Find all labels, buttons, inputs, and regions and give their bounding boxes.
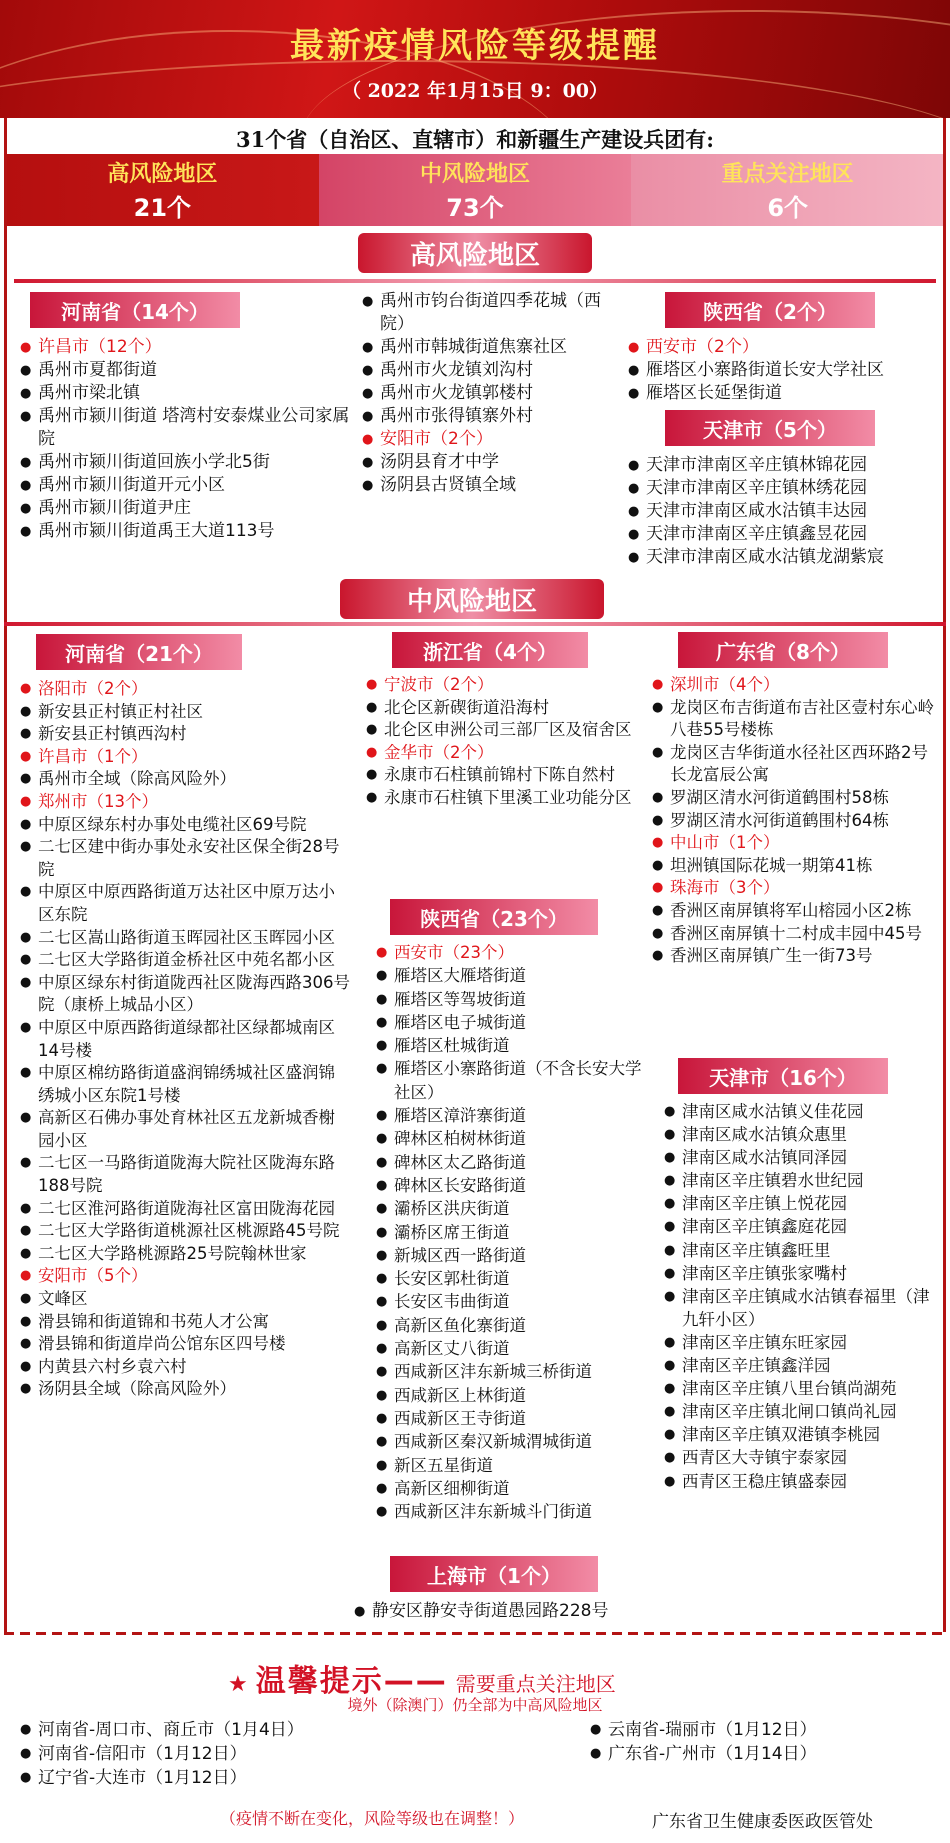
list-item: ● 中原区中原西路街道绿都社区绿都城南区14号楼: [20, 1017, 350, 1062]
list-item: ● 禹州市火龙镇郭楼村: [362, 382, 612, 405]
list-item: ● 碑林区太乙路街道: [376, 1151, 644, 1174]
list-item: ● 二七区建中街办事处永安社区保全街28号院: [20, 836, 350, 881]
high-tianjin-header: 天津市（5个）: [665, 410, 875, 446]
mid-risk-banner: 中风险地区: [340, 579, 604, 619]
list-item: ● 西咸新区上林街道: [376, 1384, 644, 1407]
star-icon: ★: [228, 1672, 248, 1697]
mid-zhejiang-list: [366, 674, 634, 810]
intro-text: 31个省（自治区、直辖市）和新疆生产建设兵团有:: [236, 127, 714, 152]
list-item: ● 汤阴县古贤镇全域: [362, 474, 612, 497]
list-item: ● 禹州市梁北镇: [20, 382, 352, 405]
list-item: ● 新安县正村镇西沟村: [20, 723, 350, 746]
list-item: ● 二七区淮河路街道陇海社区富田陇海花园: [20, 1198, 350, 1221]
mid-separator: [4, 622, 946, 626]
list-item: ● 高新区细柳街道: [376, 1477, 644, 1500]
list-item: ● 禹州市钧台街道四季花城（西院）: [362, 290, 612, 336]
list-item: ● 二七区大学路街道桃源社区桃源路45号院: [20, 1220, 350, 1243]
list-item: ● 雁塔区漳浒寨街道: [376, 1104, 644, 1127]
tips-list-right: [590, 1718, 930, 1766]
list-item: ● 许昌市（1个）: [20, 746, 350, 769]
list-item: ● 罗湖区清水河街道鹤围村58栋: [652, 787, 944, 810]
frame-left: [4, 118, 7, 1632]
list-item: ● 新区五星街道: [376, 1454, 644, 1477]
list-item: ● 禹州市火龙镇刘沟村: [362, 359, 612, 382]
header-banner: [0, 0, 950, 118]
summary-high-count: 21个: [133, 194, 192, 222]
summary-mid-label: 中风险地区: [420, 162, 531, 187]
list-item: ● 汤阴县育才中学: [362, 451, 612, 474]
list-item: ● 津南区辛庄镇北闸口镇尚礼园: [664, 1400, 944, 1423]
list-item: ● 天津市津南区辛庄镇林绣花园: [628, 477, 944, 500]
list-item: ● 二七区大学路街道金桥社区中苑名都小区: [20, 949, 350, 972]
frame-bottom: [4, 1632, 946, 1635]
page-title: 最新疫情风险等级提醒: [290, 26, 660, 66]
list-item: ● 津南区辛庄镇东旺家园: [664, 1331, 944, 1354]
list-item: ● 金华市（2个）: [366, 742, 634, 765]
list-item: ● 津南区辛庄镇鑫洋园: [664, 1354, 944, 1377]
list-item: ● 西咸新区沣东新城斗门街道: [376, 1500, 644, 1523]
list-item: ● 罗湖区清水河街道鹤围村64栋: [652, 810, 944, 833]
list-item: ● 津南区辛庄镇张家嘴村: [664, 1262, 944, 1285]
list-item: ● 西安市（23个）: [376, 941, 644, 964]
list-item: ● 津南区咸水沽镇众惠里: [664, 1123, 944, 1146]
tips-subtitle: 需要重点关注地区: [455, 1672, 616, 1696]
list-item: ● 西青区王稳庄镇盛泰园: [664, 1470, 944, 1493]
list-item: ● 津南区辛庄镇双港镇李桃园: [664, 1423, 944, 1446]
list-item: ● 二七区嵩山路街道玉晖园社区玉晖园小区: [20, 927, 350, 950]
list-item: ● 滑县锦和街道岸尚公馆东区四号楼: [20, 1333, 350, 1356]
list-item: ● 西安市（2个）: [628, 336, 944, 359]
list-item: ● 龙岗区布吉街道布吉社区壹村东心岭八巷55号楼栋: [652, 697, 944, 742]
list-item: ● 滑县锦和街道锦和书苑人才公寓: [20, 1311, 350, 1334]
list-item: ● 香洲区南屏镇十二村成丰园中45号: [652, 923, 944, 946]
list-item: ● 辽宁省-大连市（1月12日）: [20, 1766, 460, 1790]
mid-guangdong-header: 广东省（8个）: [678, 632, 888, 668]
mid-henan-list: [20, 678, 350, 1401]
mid-shaanxi-header: 陕西省（23个）: [390, 899, 598, 935]
list-item: ● 香洲区南屏镇将军山榕园小区2栋: [652, 900, 944, 923]
summary-focus: [631, 154, 944, 226]
list-item: ● 禹州市全域（除高风险外）: [20, 768, 350, 791]
list-item: ● 禹州市韩城街道焦寨社区: [362, 336, 612, 359]
list-item: ● 碑林区柏树林街道: [376, 1127, 644, 1150]
list-item: ● 天津市津南区辛庄镇鑫昱花园: [628, 523, 944, 546]
list-item: ● 新安县正村镇正村社区: [20, 701, 350, 724]
footer-org: 广东省卫生健康委医政医管处: [652, 1812, 873, 1832]
list-item: ● 雁塔区等驾坡街道: [376, 988, 644, 1011]
list-item: ● 禹州市张得镇寨外村: [362, 405, 612, 428]
list-item: ● 禹州市颍川街道禹王大道113号: [20, 520, 352, 543]
summary-mid-count: 73个: [446, 194, 504, 222]
list-item: ● 珠海市（3个）: [652, 877, 944, 900]
list-item: ● 中原区中原西路街道万达社区中原万达小区东院: [20, 881, 350, 926]
high-henan-list: [20, 336, 352, 543]
tips-title: 温馨提示——: [255, 1664, 448, 1699]
footer-note: （疫情不断在变化，风险等级也在调整！）: [220, 1809, 525, 1828]
list-item: ● 禹州市颍川街道开元小区: [20, 474, 352, 497]
mid-shaanxi-list: [376, 941, 644, 1523]
list-item: ● 深圳市（4个）: [652, 674, 944, 697]
list-item: ● 静安区静安寺街道愚园路228号: [354, 1600, 694, 1623]
list-item: ● 汤阴县全域（除高风险外）: [20, 1378, 350, 1401]
high-henan-header: 河南省（14个）: [30, 292, 240, 328]
list-item: ● 雁塔区长延堡街道: [628, 382, 944, 405]
list-item: ● 雁塔区小寨路街道（不含长安大学社区）: [376, 1057, 644, 1104]
mid-henan-header: 河南省（21个）: [36, 634, 242, 670]
list-item: ● 禹州市颍川街道 塔湾村安泰煤业公司家属院: [20, 405, 352, 451]
list-item: ● 津南区辛庄镇鑫旺里: [664, 1239, 944, 1262]
list-item: ● 津南区咸水沽镇义佳花园: [664, 1100, 944, 1123]
summary-mid: [319, 154, 632, 226]
list-item: ● 西咸新区王寺街道: [376, 1407, 644, 1430]
list-item: ● 禹州市夏都街道: [20, 359, 352, 382]
list-item: ● 坦洲镇国际花城一期第41栋: [652, 855, 944, 878]
list-item: ● 中原区绿东村办事处电缆社区69号院: [20, 814, 350, 837]
list-item: ● 河南省-信阳市（1月12日）: [20, 1742, 460, 1766]
list-item: ● 安阳市（2个）: [362, 428, 612, 451]
list-item: ● 中山市（1个）: [652, 832, 944, 855]
list-item: ● 洛阳市（2个）: [20, 678, 350, 701]
mid-zhejiang-header: 浙江省（4个）: [392, 632, 588, 668]
high-shaanxi-list: [628, 336, 944, 405]
list-item: ● 内黄县六村乡袁六村: [20, 1356, 350, 1379]
list-item: ● 中原区绿东村街道陇西社区陇海西路306号院（康桥上城品小区）: [20, 972, 350, 1017]
list-item: ● 长安区韦曲街道: [376, 1290, 644, 1313]
mid-shanghai-list: [354, 1600, 694, 1623]
list-item: ● 广东省-广州市（1月14日）: [590, 1742, 930, 1766]
list-item: ● 雁塔区小寨路街道长安大学社区: [628, 359, 944, 382]
list-item: ● 津南区辛庄镇咸水沽镇春福里（津九轩小区）: [664, 1285, 944, 1331]
list-item: ● 北仑区申洲公司三部厂区及宿舍区: [366, 719, 634, 742]
summary-focus-label: 重点关注地区: [721, 162, 854, 187]
update-date: （ 2022 年1月15日 9：00）: [341, 80, 609, 102]
list-item: ● 西青区大寺镇宇泰家园: [664, 1446, 944, 1469]
summary-high: [6, 154, 319, 226]
list-item: ● 安阳市（5个）: [20, 1265, 350, 1288]
high-shaanxi-header: 陕西省（2个）: [665, 292, 875, 328]
list-item: ● 北仑区新碶街道沿海村: [366, 697, 634, 720]
list-item: ● 灞桥区席王街道: [376, 1221, 644, 1244]
list-item: ● 津南区辛庄镇碧水世纪园: [664, 1169, 944, 1192]
list-item: ● 禹州市颍川街道尹庄: [20, 497, 352, 520]
list-item: ● 郑州市（13个）: [20, 791, 350, 814]
list-item: ● 香洲区南屏镇广生一街73号: [652, 945, 944, 968]
list-item: ● 天津市津南区咸水沽镇龙湖紫宸: [628, 546, 944, 569]
high-tianjin-list: [628, 454, 944, 569]
list-item: ● 许昌市（12个）: [20, 336, 352, 359]
mid-tianjin-list: [664, 1100, 944, 1493]
list-item: ● 高新区石佛办事处育林社区五龙新城香榭园小区: [20, 1107, 350, 1152]
list-item: ● 西咸新区秦汉新城渭城街道: [376, 1430, 644, 1453]
list-item: ● 龙岗区吉华街道水径社区西环路2号长龙富辰公寓: [652, 742, 944, 787]
list-item: ● 雁塔区大雁塔街道: [376, 964, 644, 987]
list-item: ● 禹州市颍川街道回族小学北5街: [20, 451, 352, 474]
list-item: ● 津南区辛庄镇鑫庭花园: [664, 1215, 944, 1238]
list-item: ● 河南省-周口市、商丘市（1月4日）: [20, 1718, 460, 1742]
list-item: ● 津南区咸水沽镇同泽园: [664, 1146, 944, 1169]
list-item: ● 天津市津南区辛庄镇林锦花园: [628, 454, 944, 477]
summary-high-label: 高风险地区: [107, 162, 218, 187]
mid-guangdong-list: [652, 674, 944, 968]
tips-abroad: 境外（除澳门）仍全部为中高风险地区: [347, 1696, 603, 1714]
list-item: ● 二七区一马路街道陇海大院社区陇海东路188号院: [20, 1152, 350, 1197]
high-henan-list-2: [362, 290, 612, 497]
list-item: ● 长安区郭杜街道: [376, 1267, 644, 1290]
list-item: ● 高新区鱼化寨街道: [376, 1314, 644, 1337]
list-item: ● 二七区大学路桃源路25号院翰林世家: [20, 1243, 350, 1266]
list-item: ● 西咸新区沣东新城三桥街道: [376, 1360, 644, 1383]
list-item: ● 中原区棉纺路街道盛润锦绣城社区盛润锦绣城小区东院1号楼: [20, 1062, 350, 1107]
list-item: ● 永康市石柱镇下里溪工业功能分区: [366, 787, 634, 810]
high-risk-banner: 高风险地区: [358, 233, 592, 273]
summary-focus-count: 6个: [767, 194, 809, 222]
tips-list-left: [20, 1718, 460, 1790]
list-item: ● 永康市石柱镇前锦村下陈自然村: [366, 764, 634, 787]
list-item: ● 雁塔区电子城街道: [376, 1011, 644, 1034]
mid-shanghai-header: 上海市（1个）: [390, 1556, 598, 1592]
list-item: ● 津南区辛庄镇上悦花园: [664, 1192, 944, 1215]
list-item: ● 雁塔区杜城街道: [376, 1034, 644, 1057]
list-item: ● 津南区辛庄镇八里台镇尚湖苑: [664, 1377, 944, 1400]
summary-row: [6, 154, 944, 226]
list-item: ● 高新区丈八街道: [376, 1337, 644, 1360]
list-item: ● 文峰区: [20, 1288, 350, 1311]
mid-tianjin-header: 天津市（16个）: [678, 1058, 888, 1094]
list-item: ● 新城区西一路街道: [376, 1244, 644, 1267]
list-item: ● 碑林区长安路街道: [376, 1174, 644, 1197]
list-item: ● 天津市津南区咸水沽镇丰达园: [628, 500, 944, 523]
list-item: ● 云南省-瑞丽市（1月12日）: [590, 1718, 930, 1742]
list-item: ● 灞桥区洪庆街道: [376, 1197, 644, 1220]
high-separator: [14, 279, 936, 283]
list-item: ● 宁波市（2个）: [366, 674, 634, 697]
